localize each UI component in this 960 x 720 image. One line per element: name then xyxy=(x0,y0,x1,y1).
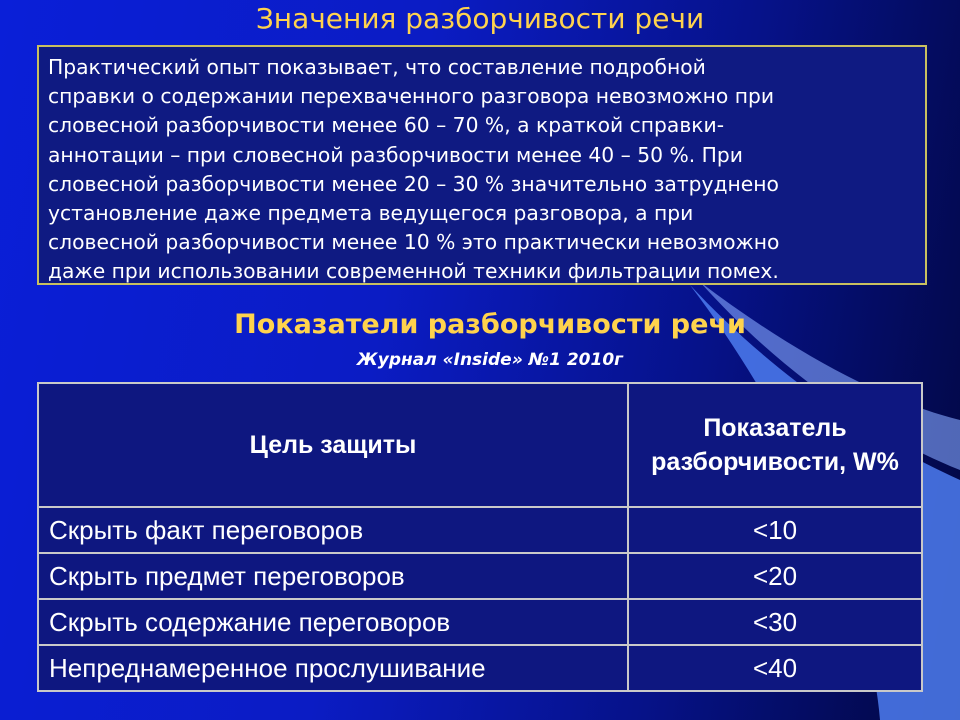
table-row xyxy=(38,553,922,599)
intelligibility-table xyxy=(37,382,923,692)
table-row xyxy=(38,645,922,691)
cell-value: <30 xyxy=(628,599,922,645)
header-protection-goal: Цель защиты xyxy=(38,383,628,507)
intro-line: словесной разборчивости менее 60 – 70 %, а краткой справки- xyxy=(48,113,725,138)
cell-value: <20 xyxy=(628,553,922,599)
table-title: Показатели разборчивости речи xyxy=(234,309,746,340)
intro-line: даже при использовании современной техники фильтрации помех. xyxy=(48,259,779,284)
table-source: Журнал «Inside» №1 2010г xyxy=(356,350,624,370)
cell-goal: Скрыть содержание переговоров xyxy=(38,599,628,645)
cell-goal: Непреднамеренное прослушивание xyxy=(38,645,628,691)
table-row xyxy=(38,507,922,553)
intro-line: Практический опыт показывает, что составление подробной xyxy=(48,55,706,79)
cell-value: <40 xyxy=(628,645,922,691)
cell-goal: Скрыть предмет переговоров xyxy=(38,553,628,599)
intro-line: словесной разборчивости менее 20 – 30 % значительно затруднено xyxy=(48,171,779,196)
intro-line: установление даже предмета ведущегося разговора, а при xyxy=(48,201,694,226)
intro-paragraph xyxy=(48,53,915,287)
table-header-row xyxy=(38,383,922,507)
header-intelligibility: Показатель разборчивости, W% xyxy=(628,383,922,507)
slide-title: Значения разборчивости речи xyxy=(255,2,705,35)
cell-goal: Скрыть факт переговоров xyxy=(38,507,628,553)
intro-text-box xyxy=(37,45,927,285)
table-row xyxy=(38,599,922,645)
intro-line: аннотации – при словесной разборчивости менее 40 – 50 %. При xyxy=(48,142,743,167)
cell-value: <10 xyxy=(628,507,922,553)
intro-line: словесной разборчивости менее 10 % это практически невозможно xyxy=(48,230,780,255)
intro-line: справки о содержании перехваченного разговора невозможно при xyxy=(48,84,775,109)
